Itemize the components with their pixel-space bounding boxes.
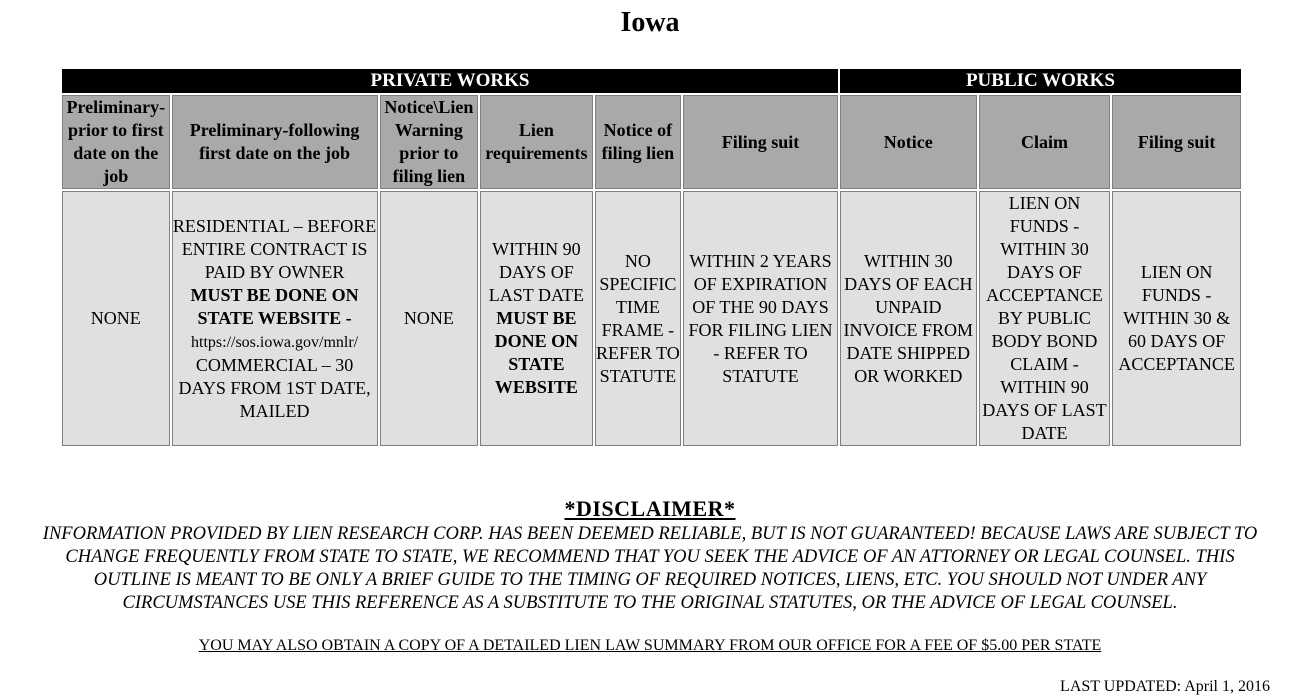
cell-text: WITHIN 90 DAYS OF LAST DATE xyxy=(488,239,584,305)
cell-bold-text: MUST BE DONE ON STATE WEBSITE xyxy=(494,308,579,397)
column-header-row xyxy=(62,95,1241,189)
table-cell: NO SPECIFIC TIME FRAME - REFER TO STATUTE xyxy=(595,191,681,446)
last-updated-date: April 1, 2016 xyxy=(1184,678,1270,695)
lien-law-table xyxy=(60,67,1243,448)
table-cell: WITHIN 30 DAYS OF EACH UNPAID INVOICE FROM DATE SHIPPED OR WORKED xyxy=(840,191,977,446)
table-cell: WITHIN 2 YEARS OF EXPIRATION OF THE 90 DAYS FOR FILING LIEN - REFER TO STATUTE xyxy=(683,191,838,446)
table-row xyxy=(62,191,1241,446)
table-cell xyxy=(172,191,378,446)
column-header: Filing suit xyxy=(1112,95,1241,189)
page-title: Iowa xyxy=(620,7,680,38)
table-cell xyxy=(480,191,593,446)
public-works-header: PUBLIC WORKS xyxy=(840,69,1241,93)
disclaimer-heading: *DISCLAIMER* xyxy=(564,496,736,521)
cell-bold-text: MUST BE DONE ON STATE WEBSITE xyxy=(190,284,359,328)
state-website-url: https://sos.iowa.gov/mnlr/ xyxy=(191,333,359,351)
lien-summary-link[interactable]: YOU MAY ALSO OBTAIN A COPY OF A DETAILED LIEN LAW SUMMARY FROM OUR OFFICE FOR A FEE OF $5.00 PER STATE xyxy=(198,637,1102,654)
column-header: Notice\Lien Warning prior to filing lien xyxy=(380,95,479,189)
column-header: Lien requirements xyxy=(480,95,593,189)
column-header: Preliminary-prior to first date on the job xyxy=(62,95,170,189)
cell-text: COMMERCIAL – 30 DAYS FROM 1ST DATE, MAILED xyxy=(178,354,371,421)
column-header: Preliminary-following first date on the job xyxy=(172,95,378,189)
column-header: Notice xyxy=(840,95,977,189)
last-updated xyxy=(1060,678,1270,696)
column-header: Filing suit xyxy=(683,95,838,189)
column-header: Claim xyxy=(979,95,1111,189)
disclaimer-text: INFORMATION PROVIDED BY LIEN RESEARCH CORP. HAS BEEN DEEMED RELIABLE, BUT IS NOT GUARANTEED! BECAUSE LAWS ARE SUBJECT TO CHANGE FREQUENTLY FROM STATE TO STATE, WE RECOMMEND THAT YOU SEEK THE ADVICE OF AN ATTORNEY OR LEGAL COUNSEL. THIS OUTLINE IS MEANT TO BE ONLY A BRIEF GUIDE TO THE TIMING OF REQUIRED NOTICES, LIENS, ETC. YOU SHOULD NOT UNDER ANY CIRCUMSTANCES USE THIS REFERENCE AS A SUBSTITUTE TO THE ORIGINAL STATUTES, OR THE ADVICE OF LEGAL COUNSEL. xyxy=(42,524,1258,613)
section-header-row xyxy=(62,69,1241,93)
column-header: Notice of filing lien xyxy=(595,95,681,189)
table-cell: NONE xyxy=(380,191,479,446)
private-works-header: PRIVATE WORKS xyxy=(62,69,838,93)
table-cell: LIEN ON FUNDS - WITHIN 30 DAYS OF ACCEPTANCE BY PUBLIC BODY BOND CLAIM - WITHIN 90 DAYS OF LAST DATE xyxy=(979,191,1111,446)
cell-dash: - xyxy=(341,307,352,328)
cell-text: RESIDENTIAL – BEFORE ENTIRE CONTRACT IS PAID BY OWNER xyxy=(172,215,377,282)
table-cell: LIEN ON FUNDS - WITHIN 30 & 60 DAYS OF ACCEPTANCE xyxy=(1112,191,1241,446)
last-updated-label: LAST UPDATED: xyxy=(1060,678,1182,695)
table-cell: NONE xyxy=(62,191,170,446)
